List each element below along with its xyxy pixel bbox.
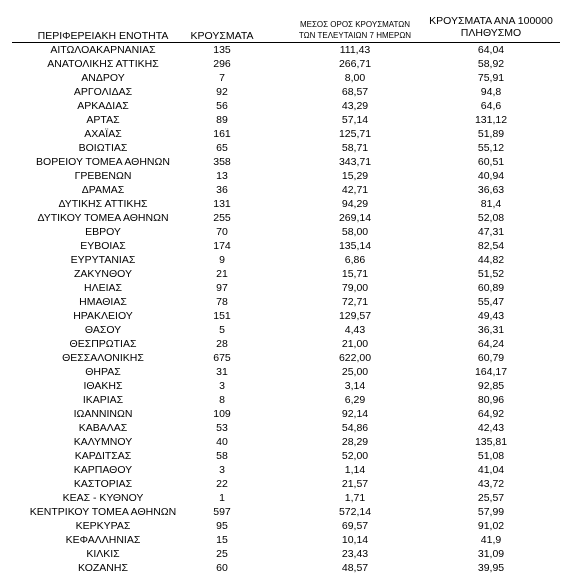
region-cell: ΔΥΤΙΚΟΥ ΤΟΜΕΑ ΑΘΗΝΩΝ <box>37 212 169 224</box>
region-cell: ΗΡΑΚΛΕΙΟΥ <box>73 310 133 322</box>
table-row <box>0 225 564 239</box>
region-cell: ΒΟΡΕΙΟΥ ΤΟΜΕΑ ΑΘΗΝΩΝ <box>36 156 170 168</box>
region-cell: ΒΟΙΩΤΙΑΣ <box>78 142 128 154</box>
table-row <box>0 127 564 141</box>
table-row <box>0 253 564 267</box>
cases-per-100k-cell: 49,43 <box>477 310 505 322</box>
header-region: ΠΕΡΙΦΕΡΕΙΑΚΗ ΕΝΟΤΗΤΑ <box>37 30 169 42</box>
seven-day-average-cell: 72,71 <box>341 296 369 308</box>
table-row <box>0 267 564 281</box>
cases-per-100k-cell: 25,57 <box>477 492 505 504</box>
cases-cell: 9 <box>219 254 225 266</box>
cases-per-100k-cell: 47,31 <box>477 226 505 238</box>
cases-cell: 109 <box>213 408 231 420</box>
seven-day-average-cell: 68,57 <box>341 86 369 98</box>
cases-per-100k-cell: 64,24 <box>477 338 505 350</box>
seven-day-average-cell: 6,29 <box>344 394 366 406</box>
region-cell: ΑΧΑΪΑΣ <box>84 128 122 140</box>
cases-per-100k-cell: 60,51 <box>477 156 505 168</box>
region-cell: ΕΒΡΟΥ <box>85 226 121 238</box>
region-cell: ΚΕΑΣ - ΚΥΘΝΟΥ <box>62 492 144 504</box>
cases-per-100k-cell: 57,99 <box>477 506 505 518</box>
region-cell: ΚΕΝΤΡΙΚΟΥ ΤΟΜΕΑ ΑΘΗΝΩΝ <box>29 506 177 518</box>
cases-cell: 25 <box>216 548 228 560</box>
seven-day-average-cell: 6,86 <box>344 254 366 266</box>
header-cases-per-100k <box>420 15 562 39</box>
seven-day-average-cell: 129,57 <box>338 310 372 322</box>
region-cell: ΚΑΛΥΜΝΟΥ <box>73 436 133 448</box>
table-row <box>0 71 564 85</box>
table-row <box>0 393 564 407</box>
cases-cell: 161 <box>213 128 231 140</box>
region-cell: ΚΕΡΚΥΡΑΣ <box>75 520 131 532</box>
seven-day-average-cell: 1,14 <box>344 464 366 476</box>
region-cell: ΗΛΕΙΑΣ <box>83 282 122 294</box>
cases-cell: 97 <box>216 282 228 294</box>
region-cell: ΚΟΖΑΝΗΣ <box>78 562 128 574</box>
region-cell: ΚΑΡΠΑΘΟΥ <box>73 464 133 476</box>
seven-day-average-cell: 57,14 <box>341 114 369 126</box>
header-cases-per-100k-line1: ΚΡΟΥΣΜΑΤΑ ΑΝΑ 100000 <box>429 15 553 27</box>
seven-day-average-cell: 54,86 <box>341 422 369 434</box>
table-row <box>0 113 564 127</box>
cases-per-100k-cell: 64,92 <box>477 408 505 420</box>
cases-per-100k-cell: 39,95 <box>477 562 505 574</box>
region-cell: ΘΗΡΑΣ <box>85 366 121 378</box>
cases-cell: 95 <box>216 520 228 532</box>
region-cell: ΖΑΚΥΝΘΟΥ <box>73 268 132 280</box>
region-cell: ΘΑΣΟΥ <box>84 324 122 336</box>
cases-cell: 70 <box>216 226 228 238</box>
seven-day-average-cell: 269,14 <box>338 212 372 224</box>
table-row <box>0 183 564 197</box>
table-row <box>0 365 564 379</box>
cases-per-100k-cell: 43,72 <box>477 478 505 490</box>
region-cell: ΕΥΒΟΙΑΣ <box>80 240 126 252</box>
table-row <box>0 407 564 421</box>
seven-day-average-cell: 23,43 <box>341 548 369 560</box>
seven-day-average-cell: 94,29 <box>341 198 369 210</box>
table-row <box>0 155 564 169</box>
table-row <box>0 505 564 519</box>
table-row <box>0 43 564 57</box>
table-row <box>0 421 564 435</box>
seven-day-average-cell: 111,43 <box>339 44 371 56</box>
table-row <box>0 533 564 547</box>
table-row <box>0 435 564 449</box>
header-cases: ΚΡΟΥΣΜΑΤΑ <box>190 30 254 42</box>
cases-per-100k-cell: 41,9 <box>480 534 502 546</box>
table-row <box>0 211 564 225</box>
seven-day-average-cell: 572,14 <box>338 506 372 518</box>
region-cell: ΙΚΑΡΙΑΣ <box>82 394 124 406</box>
seven-day-average-cell: 3,14 <box>344 380 366 392</box>
cases-cell: 255 <box>213 212 231 224</box>
region-cell: ΑΝΑΤΟΛΙΚΗΣ ΑΤΤΙΚΗΣ <box>47 58 159 70</box>
region-cell: ΚΑΣΤΟΡΙΑΣ <box>73 478 133 490</box>
cases-per-100k-cell: 135,81 <box>474 436 508 448</box>
region-cell: ΚΙΛΚΙΣ <box>86 548 120 560</box>
cases-per-100k-cell: 81,4 <box>480 198 502 210</box>
cases-per-100k-cell: 55,47 <box>477 296 505 308</box>
seven-day-average-cell: 21,57 <box>341 478 369 490</box>
cases-per-100k-cell: 42,43 <box>477 422 505 434</box>
seven-day-average-cell: 343,71 <box>338 156 372 168</box>
cases-cell: 358 <box>213 156 231 168</box>
region-cell: ΙΩΑΝΝΙΝΩΝ <box>73 408 133 420</box>
seven-day-average-cell: 10,14 <box>341 534 369 546</box>
region-cell: ΚΑΡΔΙΤΣΑΣ <box>74 450 132 462</box>
seven-day-average-cell: 48,57 <box>341 562 369 574</box>
region-cell: ΓΡΕΒΕΝΩΝ <box>74 170 132 182</box>
cases-cell: 3 <box>219 464 225 476</box>
region-cell: ΑΡΓΟΛΙΔΑΣ <box>73 86 133 98</box>
table-row <box>0 141 564 155</box>
table-row <box>0 281 564 295</box>
cases-cell: 22 <box>216 478 228 490</box>
cases-per-100k-cell: 75,91 <box>477 72 505 84</box>
cases-cell: 78 <box>216 296 228 308</box>
cases-cell: 56 <box>216 100 228 112</box>
cases-cell: 40 <box>216 436 228 448</box>
seven-day-average-cell: 28,29 <box>341 436 369 448</box>
header-seven-day-average-line1: ΜΕΣΟΣ ΟΡΟΣ ΚΡΟΥΣΜΑΤΩΝ <box>299 20 411 29</box>
table-row <box>0 491 564 505</box>
cases-cell: 13 <box>216 170 228 182</box>
cases-cell: 53 <box>216 422 228 434</box>
cases-per-100k-cell: 131,12 <box>474 114 508 126</box>
cases-per-100k-cell: 64,04 <box>477 44 505 56</box>
table-row <box>0 309 564 323</box>
table-row <box>0 449 564 463</box>
cases-cell: 60 <box>216 562 228 574</box>
cases-per-100k-cell: 64,6 <box>480 100 502 112</box>
seven-day-average-cell: 52,00 <box>341 450 369 462</box>
region-cell: ΑΙΤΩΛΟΑΚΑΡΝΑΝΙΑΣ <box>50 44 156 56</box>
cases-cell: 151 <box>213 310 231 322</box>
seven-day-average-cell: 125,71 <box>338 128 372 140</box>
region-cell: ΕΥΡΥΤΑΝΙΑΣ <box>70 254 136 266</box>
cases-cell: 92 <box>216 86 228 98</box>
cases-cell: 21 <box>216 268 228 280</box>
cases-cell: 7 <box>219 72 225 84</box>
seven-day-average-cell: 58,71 <box>341 142 369 154</box>
table-row <box>0 295 564 309</box>
cases-cell: 65 <box>216 142 228 154</box>
seven-day-average-cell: 4,43 <box>344 324 366 336</box>
table-row <box>0 323 564 337</box>
table-row <box>0 351 564 365</box>
cases-per-100k-cell: 51,08 <box>477 450 505 462</box>
table-row <box>0 57 564 71</box>
cases-per-100k-cell: 51,89 <box>477 128 505 140</box>
seven-day-average-cell: 25,00 <box>341 366 369 378</box>
cases-per-100k-cell: 92,85 <box>477 380 505 392</box>
cases-per-100k-cell: 36,31 <box>477 324 505 336</box>
region-cell: ΙΘΑΚΗΣ <box>83 380 123 392</box>
cases-cell: 15 <box>216 534 228 546</box>
seven-day-average-cell: 92,14 <box>341 408 369 420</box>
cases-cell: 36 <box>216 184 228 196</box>
cases-cell: 28 <box>216 338 228 350</box>
table-row <box>0 561 564 575</box>
cases-cell: 135 <box>213 44 231 56</box>
table-row <box>0 477 564 491</box>
seven-day-average-cell: 622,00 <box>338 352 372 364</box>
seven-day-average-cell: 79,00 <box>341 282 369 294</box>
cases-cell: 1 <box>219 492 225 504</box>
header-seven-day-average <box>290 19 420 41</box>
cases-per-100k-cell: 31,09 <box>477 548 505 560</box>
cases-cell: 5 <box>219 324 225 336</box>
seven-day-average-cell: 42,71 <box>341 184 369 196</box>
seven-day-average-cell: 1,71 <box>344 492 366 504</box>
region-cell: ΚΕΦΑΛΛΗΝΙΑΣ <box>65 534 141 546</box>
region-cell: ΑΡΚΑΔΙΑΣ <box>77 100 129 112</box>
seven-day-average-cell: 58,00 <box>341 226 369 238</box>
seven-day-average-cell: 266,71 <box>338 58 372 70</box>
region-cell: ΘΕΣΣΑΛΟΝΙΚΗΣ <box>62 352 144 364</box>
cases-cell: 597 <box>213 506 231 518</box>
cases-per-100k-cell: 41,04 <box>477 464 505 476</box>
seven-day-average-cell: 135,14 <box>338 240 372 252</box>
cases-cell: 675 <box>213 352 231 364</box>
cases-cell: 31 <box>216 366 228 378</box>
cases-cell: 89 <box>216 114 228 126</box>
region-cell: ΑΡΤΑΣ <box>86 114 120 126</box>
region-cell: ΗΜΑΘΙΑΣ <box>79 296 127 308</box>
cases-per-100k-cell: 82,54 <box>477 240 505 252</box>
cases-cell: 296 <box>213 58 231 70</box>
cases-per-100k-cell: 80,96 <box>477 394 505 406</box>
table-row <box>0 337 564 351</box>
cases-per-100k-cell: 36,63 <box>477 184 505 196</box>
cases-cell: 3 <box>219 380 225 392</box>
table-row <box>0 519 564 533</box>
cases-per-100k-cell: 40,94 <box>477 170 505 182</box>
seven-day-average-cell: 69,57 <box>341 520 369 532</box>
cases-per-100k-cell: 51,52 <box>477 268 505 280</box>
cases-per-100k-cell: 55,12 <box>477 142 505 154</box>
table-row <box>0 99 564 113</box>
table-row <box>0 239 564 253</box>
region-cell: ΘΕΣΠΡΩΤΙΑΣ <box>69 338 137 350</box>
table-row <box>0 85 564 99</box>
cases-cell: 8 <box>219 394 225 406</box>
cases-per-100k-cell: 58,92 <box>477 58 505 70</box>
table-row <box>0 463 564 477</box>
cases-cell: 58 <box>216 450 228 462</box>
seven-day-average-cell: 8,00 <box>344 72 366 84</box>
table-row <box>0 379 564 393</box>
seven-day-average-cell: 43,29 <box>341 100 369 112</box>
cases-cell: 174 <box>213 240 231 252</box>
cases-per-100k-cell: 44,82 <box>477 254 505 266</box>
cases-per-100k-cell: 91,02 <box>477 520 505 532</box>
seven-day-average-cell: 15,71 <box>341 268 369 280</box>
seven-day-average-cell: 21,00 <box>341 338 369 350</box>
header-cases-per-100k-line2: ΠΛΗΘΥΣΜΟ <box>460 27 522 39</box>
cases-per-100k-cell: 60,79 <box>477 352 505 364</box>
seven-day-average-cell: 15,29 <box>341 170 369 182</box>
header-seven-day-average-line2: ΤΩΝ ΤΕΛΕΥΤΑΙΩΝ 7 ΗΜΕΡΩΝ <box>298 31 412 40</box>
cases-per-100k-cell: 164,17 <box>474 366 508 378</box>
region-cell: ΔΡΑΜΑΣ <box>81 184 125 196</box>
table-row <box>0 547 564 561</box>
cases-per-100k-cell: 60,89 <box>477 282 505 294</box>
cases-per-100k-cell: 52,08 <box>477 212 505 224</box>
table-body <box>0 43 564 575</box>
table-row <box>0 169 564 183</box>
region-cell: ΚΑΒΑΛΑΣ <box>78 422 128 434</box>
region-cell: ΔΥΤΙΚΗΣ ΑΤΤΙΚΗΣ <box>58 198 148 210</box>
region-cell: ΑΝΔΡΟΥ <box>81 72 125 84</box>
cases-cell: 131 <box>213 198 231 210</box>
table-row <box>0 197 564 211</box>
cases-per-100k-cell: 94,8 <box>480 86 502 98</box>
